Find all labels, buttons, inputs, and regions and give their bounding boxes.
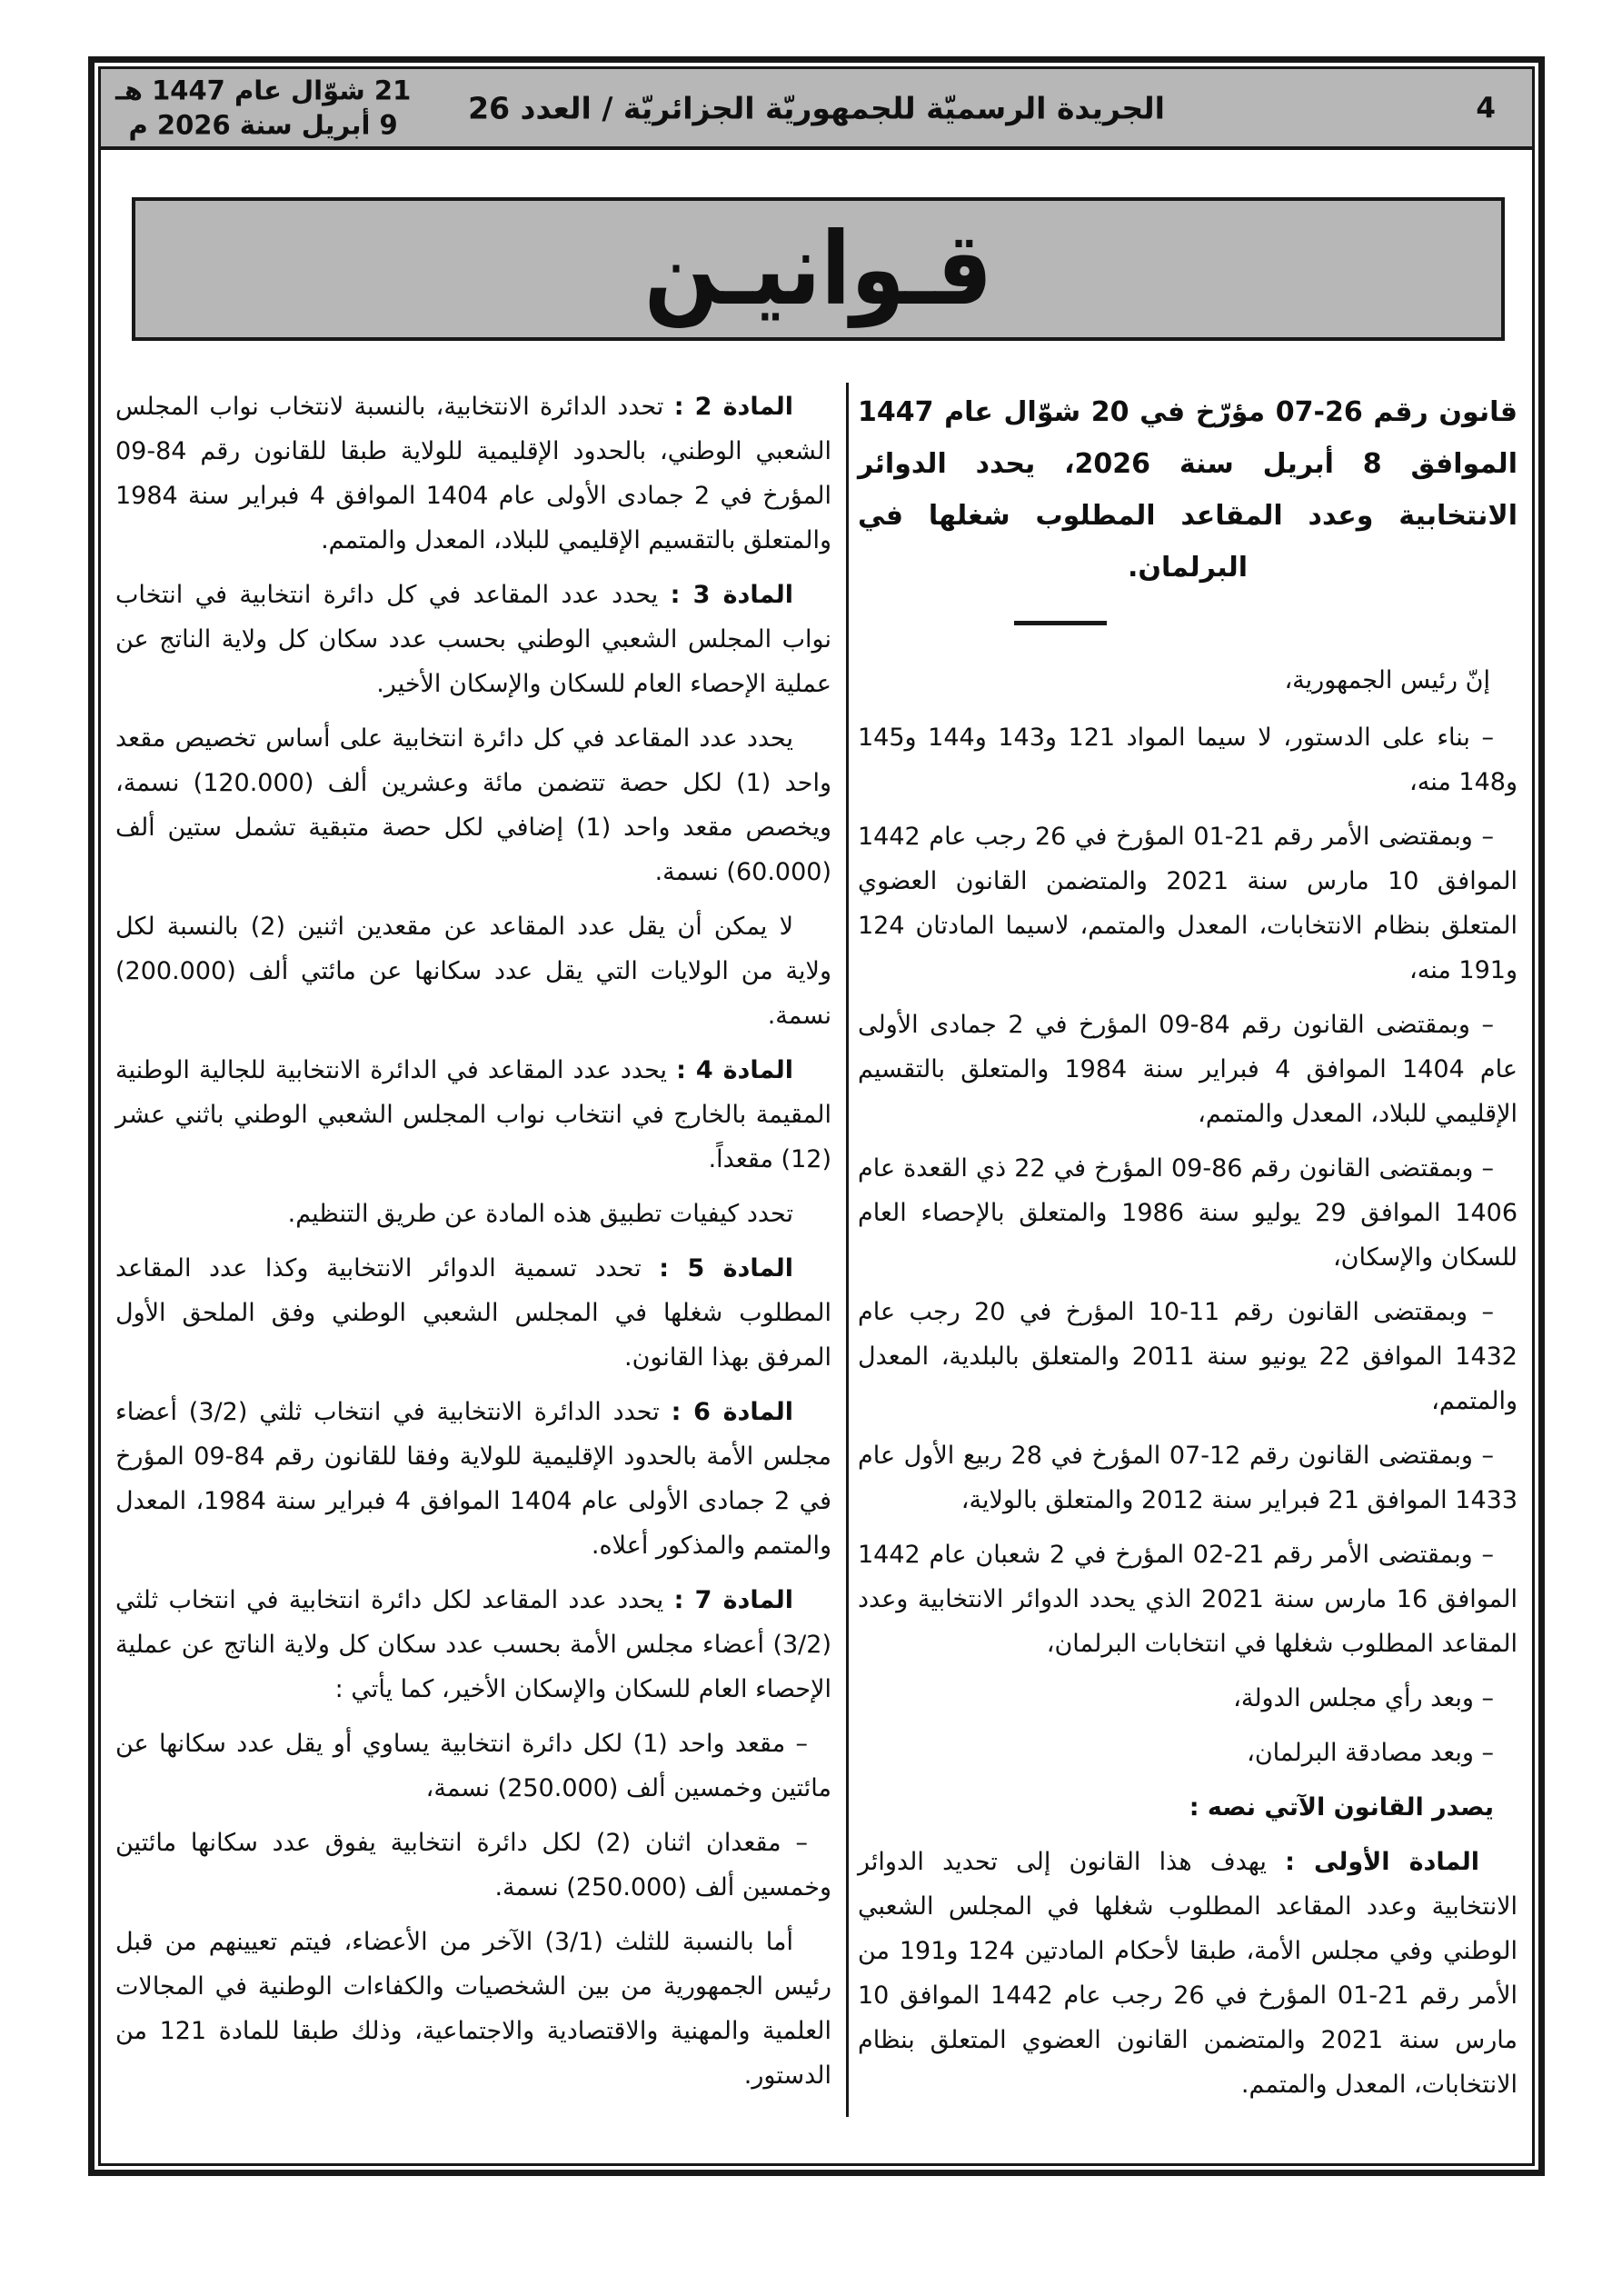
article-block bbox=[115, 1192, 831, 1236]
article-label: المادة 4 : bbox=[676, 1056, 794, 1084]
visa-item: – بناء على الدستور، لا سيما المواد 121 و143 و144 و145 و148 منه، bbox=[858, 724, 1518, 796]
article-text: تحدد تسمية الدوائر الانتخابية وكذا عدد المقاعد المطلوب شغلها في المجلس الشعبي الوطني وفق الملحق الأول المرفق بهذا القانون. bbox=[115, 1254, 831, 1372]
visa-item: – وبعد رأي مجلس الدولة، bbox=[1233, 1684, 1494, 1712]
article-text: لا يمكن أن يقل عدد المقاعد عن مقعدين اثنين (2) بالنسبة لكل ولاية من الولايات التي يقل عدد سكانها عن مائتي ألف (200.000) نسمة. bbox=[115, 913, 831, 1030]
article-block bbox=[115, 1048, 831, 1182]
visa-item: – وبمقتضى الأمر رقم 21-01 المؤرخ في 26 رجب عام 1442 الموافق 10 مارس سنة 2021 والمتضمن القانون العضوي المتعلق بنظام الانتخابات، المعدل والمتمم، لاسيما المادتان 124 و191 منه، bbox=[858, 823, 1518, 984]
article-text: يحدد عدد المقاعد لكل دائرة انتخابية في انتخاب ثلثي (3/2) أعضاء مجلس الأمة بحسب عدد سكان كل ولاية الناتج عن عملية الإحصاء العام للسكان والإسكان الأخير، كما يأتي : bbox=[115, 1586, 831, 1703]
article-block bbox=[115, 716, 831, 894]
column-divider-rule bbox=[846, 383, 849, 2117]
article-label: المادة 2 : bbox=[673, 393, 793, 421]
article-block bbox=[115, 1920, 831, 2098]
seat-rule-item: – مقعدان اثنان (2) لكل دائرة انتخابية يفوق عدد سكانها مائتين وخمسين ألف (250.000) نسمة. bbox=[115, 1829, 831, 1902]
article-block bbox=[115, 1246, 831, 1380]
visa-item: – وبمقتضى الأمر رقم 21-02 المؤرخ في 2 شعبان عام 1442 الموافق 16 مارس سنة 2021 الذي يحدد الدوائر الانتخابية وعدد المقاعد المطلوب شغلها في انتخابات البرلمان، bbox=[858, 1541, 1518, 1658]
article-block bbox=[115, 1578, 831, 1712]
visa-item: – وبعد مصادقة البرلمان، bbox=[1247, 1739, 1494, 1767]
article-text: تحدد الدائرة الانتخابية، بالنسبة لانتخاب نواب المجلس الشعبي الوطني، بالحدود الإقليمية للولاية طبقا للقانون رقم 84-09 المؤرخ في 2 جمادى الأولى عام 1404 الموافق 4 فبراير سنة 1984 والمتعلق بالتقسيم الإقليمي للبلاد، المعدل والمتمم. bbox=[115, 393, 831, 554]
article-text: يحدد عدد المقاعد في كل دائرة انتخابية في انتخاب نواب المجلس الشعبي الوطني بحسب عدد سكان كل ولاية الناتج عن عملية الإحصاء العام للسكان والإسكان الأخير. bbox=[115, 581, 831, 698]
article-first bbox=[858, 1840, 1518, 2107]
article-text: يحدد عدد المقاعد في كل دائرة انتخابية على أساس تخصيص مقعد واحد (1) لكل حصة تتضمن مائة وعشرين ألف (120.000) نسمة، ويخصص مقعد واحد (1) إضافي لكل حصة متبقية تشمل ستين ألف (60.000) نسمة. bbox=[115, 724, 832, 886]
articles-column bbox=[104, 383, 846, 2117]
preamble-intro: إنّ رئيس الجمهورية، bbox=[1284, 666, 1490, 694]
article-text: تحدد الدائرة الانتخابية في انتخاب ثلثي (3/2) أعضاء مجلس الأمة بالحدود الإقليمية للولاية وفقا للقانون رقم 84-09 المؤرخ في 2 جمادى الأولى عام 1404 الموافق 4 فبراير سنة 1984، المعدل والمتمم والمذكور أعلاه. bbox=[115, 1398, 832, 1560]
article-first-label: المادة الأولى : bbox=[1285, 1848, 1479, 1876]
journal-title: الجريدة الرسميّة للجمهوريّة الجزائريّة / العدد 26 bbox=[468, 90, 1165, 125]
article-block bbox=[115, 573, 831, 706]
issue-date-hijri: 21 شوّال عام 1447 هـ bbox=[115, 75, 412, 106]
issue-date-block bbox=[115, 73, 411, 143]
page-number: 4 bbox=[1476, 91, 1496, 125]
article-block bbox=[115, 1390, 831, 1568]
visa-item: – وبمقتضى القانون رقم 86-09 المؤرخ في 22 ذي القعدة عام 1406 الموافق 29 يوليو سنة 1986 والمتعلق بالإحصاء العام للسكان والإسكان، bbox=[858, 1154, 1518, 1272]
visa-item: – وبمقتضى القانون رقم 11-10 المؤرخ في 20 رجب عام 1432 الموافق 22 يونيو سنة 2011 والمتعلق بالبلدية، المعدل والمتمم، bbox=[858, 1298, 1518, 1415]
masthead bbox=[101, 69, 1532, 150]
issue-date-gregorian: 9 أبريل سنة 2026 م bbox=[128, 109, 398, 141]
section-banner bbox=[132, 197, 1505, 341]
law-title: قانون رقم 26-07 مؤرّخ في 20 شوّال عام 1447 الموافق 8 أبريل سنة 2026، يحدد الدوائر الانتخابية وعدد المقاعد المطلوب شغلها في البرلمان. bbox=[858, 396, 1518, 584]
visa-item: – وبمقتضى القانون رقم 12-07 المؤرخ في 28 ربيع الأول عام 1433 الموافق 21 فبراير سنة 2012 والمتعلق بالولاية، bbox=[858, 1442, 1518, 1514]
article-text: يحدد عدد المقاعد في الدائرة الانتخابية للجالية الوطنية المقيمة بالخارج في انتخاب نواب المجلس الشعبي الوطني باثني عشر (12) مقعداً. bbox=[115, 1056, 831, 1173]
article-label: المادة 7 : bbox=[673, 1586, 793, 1614]
article-text: أما بالنسبة للثلث (3/1) الآخر من الأعضاء، فيتم تعيينهم من قبل رئيس الجمهورية من بين الشخصيات والكفاءات الوطنية في المجالات العلمية والمهنية والاقتصادية والاجتماعية، وذلك طبقا للمادة 121 من الدستور. bbox=[115, 1928, 831, 2090]
enactment-clause: يصدر القانون الآتي نصه : bbox=[1189, 1793, 1494, 1822]
article-first-text: يهدف هذا القانون إلى تحديد الدوائر الانتخابية وعدد المقاعد المطلوب شغلها في المجلس الشعبي الوطني وفي مجلس الأمة، طبقا لأحكام المادتين 124 و191 من الأمر رقم 21-01 المؤرخ في 26 رجب عام 1442 الموافق 10 مارس سنة 2021 والمتضمن القانون العضوي المتعلق بنظام الانتخابات، المعدل والمتمم. bbox=[858, 1848, 1518, 2099]
law-preamble-column bbox=[849, 383, 1528, 2117]
article-label: المادة 5 : bbox=[659, 1254, 794, 1283]
title-separator-rule bbox=[1014, 621, 1107, 625]
section-banner-title: قـوانيـن bbox=[643, 210, 993, 328]
page-frame bbox=[88, 56, 1545, 2176]
content-columns bbox=[101, 383, 1532, 2117]
article-block bbox=[115, 904, 831, 1038]
article-label: المادة 6 : bbox=[671, 1398, 793, 1426]
visa-item: – وبمقتضى القانون رقم 84-09 المؤرخ في 2 جمادى الأولى عام 1404 الموافق 4 فبراير سنة 1984 والمتعلق بالتقسيم الإقليمي للبلاد، المعدل والمتمم، bbox=[858, 1011, 1518, 1128]
article-label: المادة 3 : bbox=[670, 581, 794, 609]
article-text: تحدد كيفيات تطبيق هذه المادة عن طريق التنظيم. bbox=[287, 1200, 793, 1228]
seat-rule-item: – مقعد واحد (1) لكل دائرة انتخابية يساوي أو يقل عدد سكانها عن مائتين وخمسين ألف (250.000) نسمة، bbox=[115, 1730, 831, 1802]
page-frame-inner bbox=[98, 66, 1535, 2166]
article-block bbox=[115, 384, 831, 563]
